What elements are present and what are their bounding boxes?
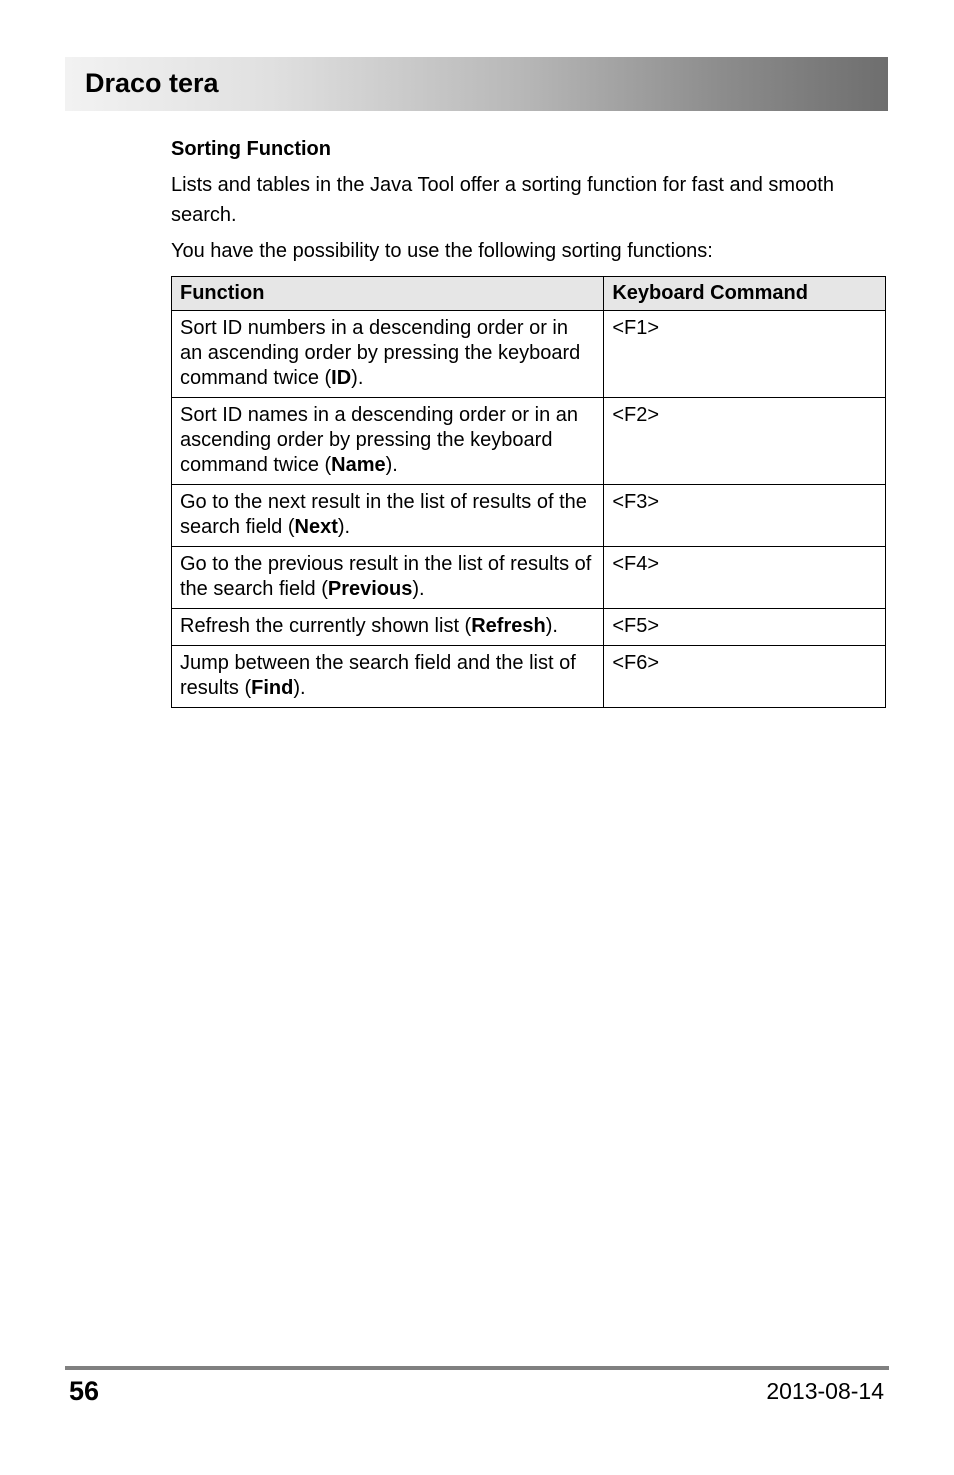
function-cell [172,311,604,398]
page-number: 56 [69,1376,100,1406]
table-row [172,485,886,547]
table-row [172,646,886,708]
function-text-end: ). [385,454,398,476]
command-cell: <F3> [604,485,886,547]
function-text: Jump between the search field and the list of results ( [180,652,576,699]
function-text-end: ). [351,367,364,389]
table-row [172,547,886,609]
function-keyword: Name [331,454,386,476]
function-cell [172,646,604,708]
table-row [172,311,886,398]
function-keyword: Refresh [471,615,546,637]
main-content [171,136,887,708]
function-text: Sort ID names in a descending order or in an ascending order by pressing the keyboard command twice ( [180,404,578,476]
table-header-row [172,277,886,311]
column-header-function: Function [172,277,604,311]
table-row [172,609,886,646]
column-header-command: Keyboard Command [604,277,886,311]
function-cell [172,547,604,609]
function-text: Go to the next result in the list of results of the search field ( [180,491,587,538]
function-text: Sort ID numbers in a descending order or in an ascending order by pressing the keyboard command twice ( [180,317,581,389]
command-cell: <F2> [604,398,886,485]
function-text-end: ). [293,677,306,699]
header-bar [65,57,888,111]
function-text-end: ). [337,516,351,538]
footer-rule [65,1366,889,1370]
lead-paragraph: You have the possibility to use the following sorting functions: [171,240,713,262]
intro-paragraph: Lists and tables in the Java Tool offer a sorting function for fast and smooth search. [171,174,834,226]
command-cell: <F5> [604,609,886,646]
function-text: Refresh the currently shown list ( [180,615,472,637]
function-cell [172,609,604,646]
function-text-end: ). [545,615,558,637]
function-keyword: Previous [327,578,413,600]
footer-date: 2013-08-14 [766,1378,884,1404]
function-cell [172,485,604,547]
command-cell: <F1> [604,311,886,398]
sorting-functions-table [171,276,886,708]
function-keyword: Next [294,516,338,538]
function-keyword: ID [331,367,352,389]
document-title: Draco tera [85,68,219,98]
command-cell: <F6> [604,646,886,708]
table-row [172,398,886,485]
function-cell [172,398,604,485]
function-text: Go to the previous result in the list of results of the search field ( [180,553,592,600]
function-keyword: Find [251,677,294,699]
function-text-end: ). [412,578,425,600]
section-heading: Sorting Function [171,138,331,160]
command-cell: <F4> [604,547,886,609]
